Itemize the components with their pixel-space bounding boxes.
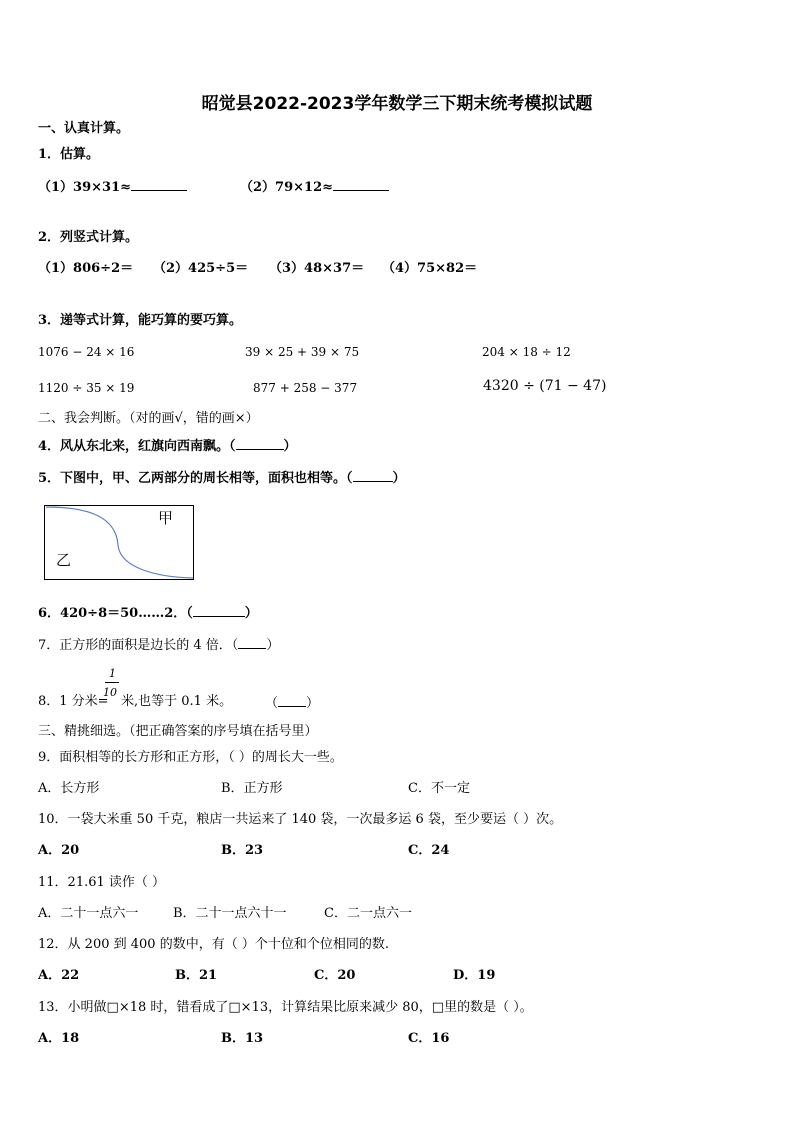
q10-option-a[interactable]: A．20 bbox=[38, 843, 80, 858]
q9-option-b[interactable]: B．正方形 bbox=[221, 781, 283, 796]
q6-text: 6．420÷8＝50……2．（ bbox=[38, 606, 193, 621]
q2-item-1: （1）806÷2＝ bbox=[38, 261, 134, 276]
q1-item-2-text: （2）79×12≈ bbox=[240, 180, 334, 195]
q3-expr-4: 1120 ÷ 35 × 19 bbox=[38, 381, 135, 395]
q3-expr-3: 204 × 18 ÷ 12 bbox=[482, 345, 571, 359]
q9-text: 9．面积相等的长方形和正方形，（ ）的周长大一些。 bbox=[38, 750, 343, 765]
q5-paren-close: ） bbox=[392, 471, 406, 486]
q9-option-a[interactable]: A．长方形 bbox=[38, 781, 100, 796]
q12-option-a[interactable]: A．22 bbox=[38, 968, 80, 983]
q12-option-d[interactable]: D．19 bbox=[453, 968, 496, 983]
q2-item-4: （4）75×82＝ bbox=[382, 261, 478, 276]
q11-option-a[interactable]: A．二十一点六一 bbox=[38, 906, 139, 921]
q9-option-c[interactable]: C．不一定 bbox=[408, 781, 470, 796]
fraction-numerator: 1 bbox=[109, 667, 116, 680]
q1-label: 1．估算。 bbox=[38, 147, 100, 162]
q3-expr-6: 4320 ÷ (71 − 47) bbox=[483, 378, 607, 394]
q8-answer bbox=[265, 694, 319, 712]
q8-post: 米,也等于 0.1 米。 bbox=[121, 694, 233, 709]
q7-paren-close: ） bbox=[266, 638, 280, 653]
answer-blank[interactable] bbox=[236, 437, 284, 450]
q10-option-b[interactable]: B．23 bbox=[221, 843, 264, 858]
q13-text: 13．小明做□×18 时，错看成了□×13，计算结果比原来减少 80，□里的数是（ ）。 bbox=[38, 1000, 533, 1015]
q5-question bbox=[38, 469, 406, 487]
q1-item-2 bbox=[240, 178, 389, 196]
q12-text: 12．从 200 到 400 的数中，有（ ）个十位和个位相同的数. bbox=[38, 937, 389, 952]
q7-text: 7．正方形的面积是边长的 4 倍．（ bbox=[38, 638, 239, 653]
answer-blank[interactable] bbox=[278, 694, 306, 707]
q3-expr-5: 877 + 258 − 377 bbox=[253, 381, 358, 395]
q2-label: 2．列竖式计算。 bbox=[38, 230, 139, 245]
q2-item-2: （2）425÷5＝ bbox=[153, 261, 249, 276]
q1-item-1 bbox=[38, 178, 187, 196]
q1-item-1-text: （1）39×31≈ bbox=[38, 180, 132, 195]
q11-option-b[interactable]: B．二十一点六十一 bbox=[173, 906, 287, 921]
q4-text: 4．风从东北来，红旗向西南飘。（ bbox=[38, 439, 236, 454]
q12-option-b[interactable]: B．21 bbox=[175, 968, 218, 983]
shape-figure bbox=[44, 505, 194, 580]
q3-expr-2: 39 × 25 + 39 × 75 bbox=[245, 345, 360, 359]
q6-paren-close: ） bbox=[244, 606, 258, 621]
q5-text: 5．下图中，甲、乙两部分的周长相等，面积也相等。（ bbox=[38, 471, 353, 486]
q8-paren-open: （ bbox=[265, 696, 279, 711]
q13-option-a[interactable]: A．18 bbox=[38, 1031, 80, 1046]
figure-label-yi: 乙 bbox=[56, 551, 72, 569]
fraction-bar bbox=[105, 682, 119, 683]
q4-question bbox=[38, 437, 297, 455]
q3-expr-1: 1076 − 24 × 16 bbox=[38, 345, 135, 359]
section-1-heading: 一、认真计算。 bbox=[38, 121, 130, 136]
q2-item-3: （3）48×37＝ bbox=[269, 261, 365, 276]
q11-text: 11．21.61 读作（ ） bbox=[38, 875, 166, 890]
q12-option-c[interactable]: C．20 bbox=[314, 968, 356, 983]
q10-text: 10．一袋大米重 50 千克，粮店一共运来了 140 袋，一次最多运 6 袋，至少要运（ ）次。 bbox=[38, 812, 563, 827]
q8-pre: 8．1 分米= bbox=[38, 694, 109, 709]
q13-option-b[interactable]: B．13 bbox=[221, 1031, 264, 1046]
answer-blank[interactable] bbox=[353, 469, 393, 482]
q13-option-c[interactable]: C．16 bbox=[408, 1031, 450, 1046]
figure-label-jia: 甲 bbox=[158, 509, 174, 527]
q6-question bbox=[38, 604, 258, 622]
answer-blank[interactable] bbox=[193, 604, 245, 617]
answer-blank[interactable] bbox=[238, 636, 266, 649]
q10-option-c[interactable]: C．24 bbox=[408, 843, 450, 858]
answer-blank[interactable] bbox=[333, 178, 389, 191]
q3-label: 3．递等式计算，能巧算的要巧算。 bbox=[38, 313, 243, 328]
q7-question bbox=[38, 636, 279, 654]
answer-blank[interactable] bbox=[131, 178, 187, 191]
page-title: 昭觉县2022-2023学年数学三下期末统考模拟试题 bbox=[201, 94, 593, 114]
fraction-denominator: 10 bbox=[103, 686, 117, 699]
q4-paren-close: ） bbox=[283, 439, 297, 454]
section-3-heading: 三、精挑细选。（把正确答案的序号填在括号里） bbox=[38, 724, 318, 739]
q8-paren-close: ） bbox=[306, 696, 320, 711]
q11-option-c[interactable]: C．二一点六一 bbox=[324, 906, 412, 921]
section-2-heading: 二、我会判断。（对的画√，错的画×） bbox=[38, 411, 259, 426]
